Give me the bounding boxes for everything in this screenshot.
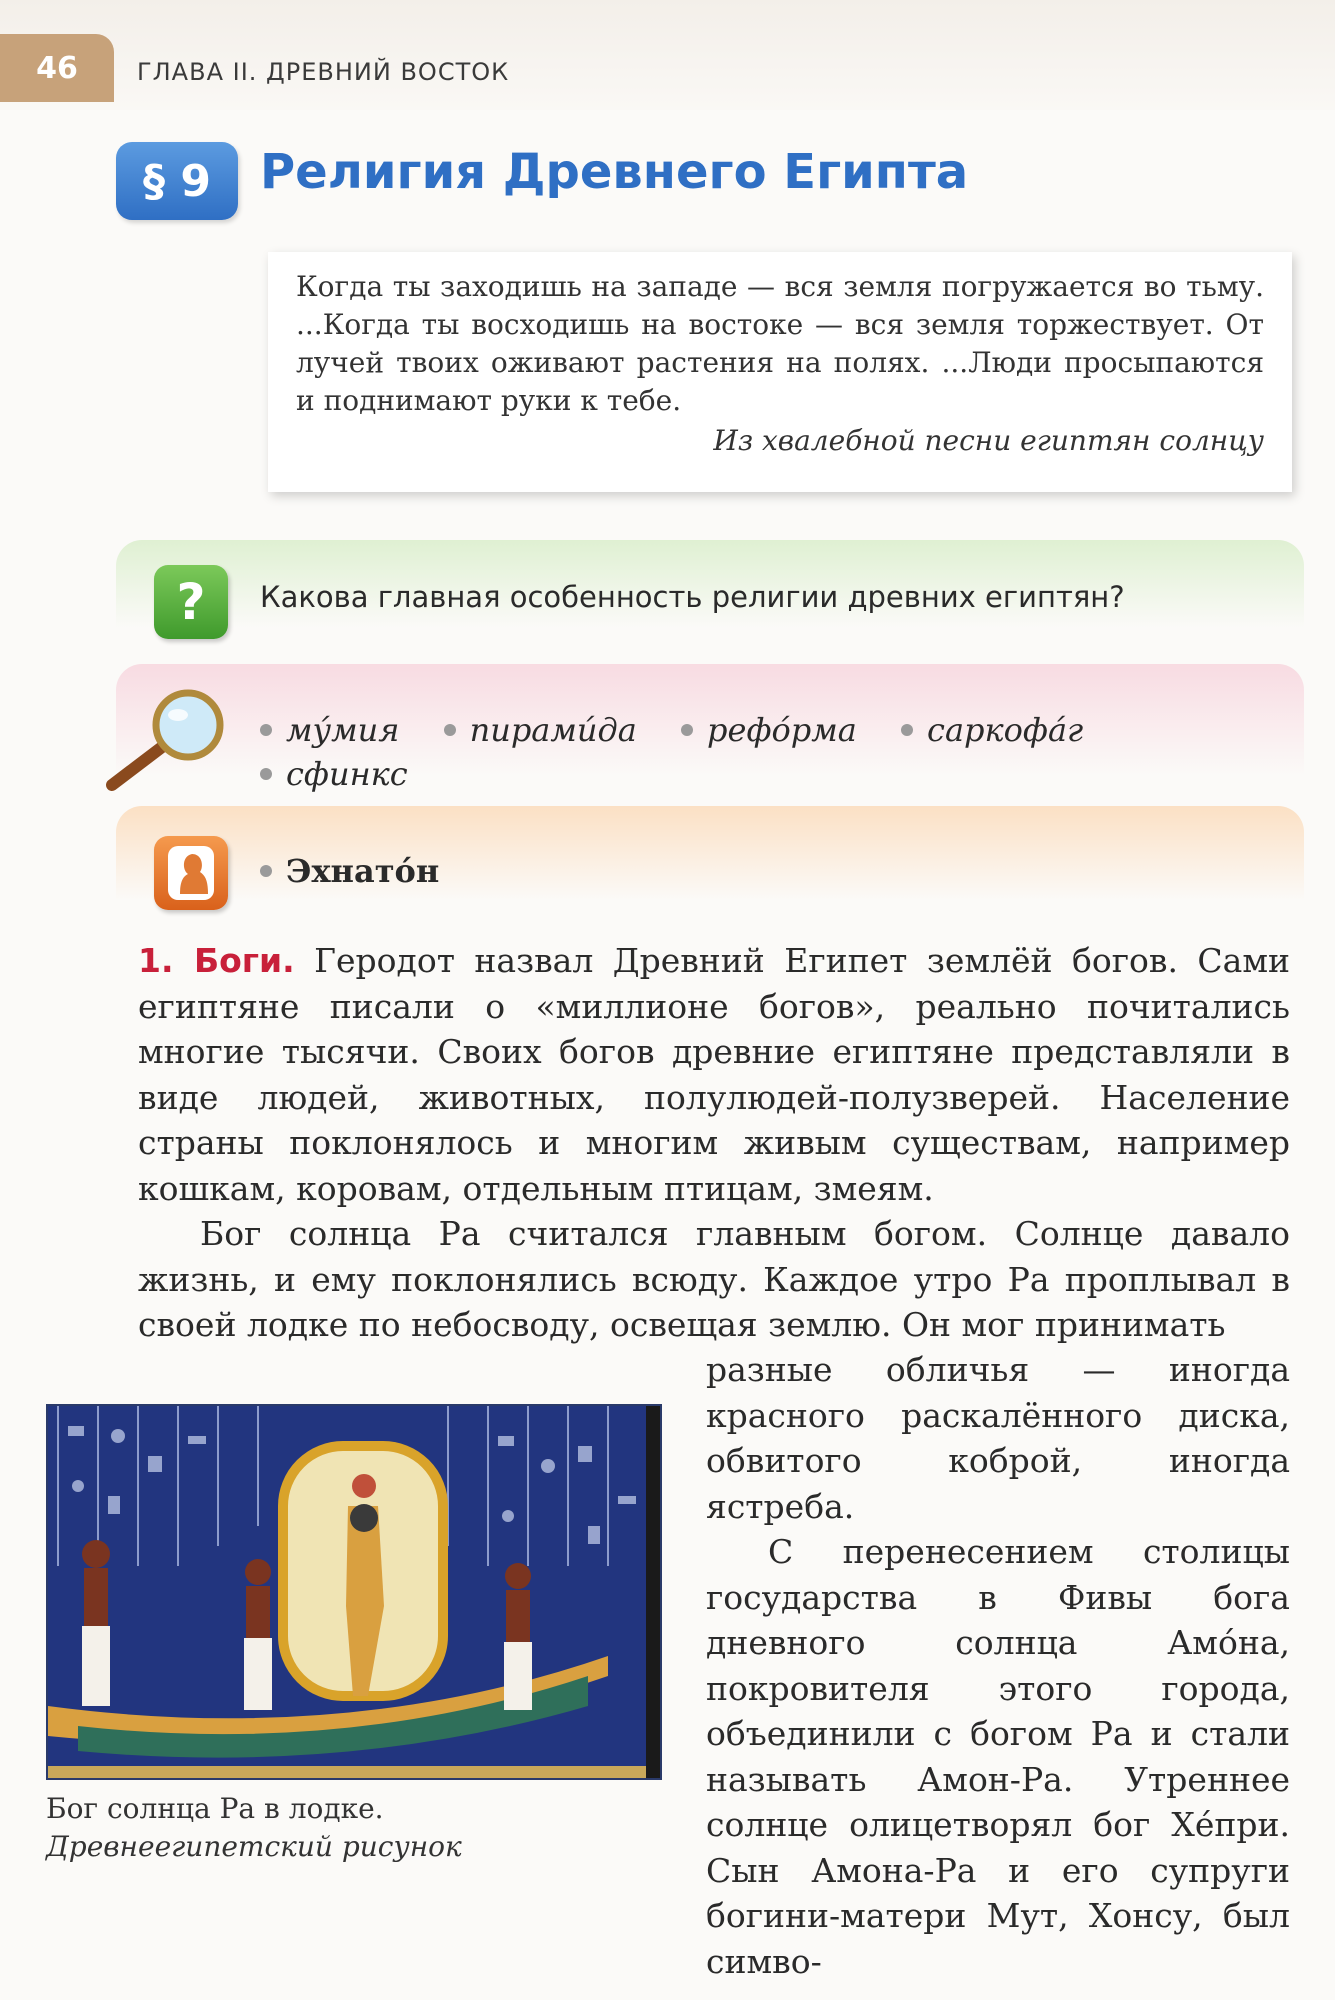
epigraph-box [268, 252, 1292, 492]
person-icon [154, 836, 228, 910]
egyptian-painting [48, 1406, 662, 1780]
section-lead: 1. Боги. [138, 941, 295, 980]
page-number: 46 [0, 34, 114, 102]
figure-caption [46, 1790, 662, 1866]
figure-image [46, 1404, 662, 1780]
paragraph-3: С перенесением столицы государства в Фивы бога дневного солнца Амо́на, покровителя этого города, объединили с богом Ра и стали называть Амон-Ра. Утреннее солнце олицетворял бог Хе́при. Сын Амона-Ра и его супруги богини-матери Мут, Хонсу, был симво- [706, 1532, 1290, 1981]
key-terms-list [260, 708, 1260, 796]
paragraph-1: 1. Боги. Геродот назвал Древний Египет землёй богов. Сами египтяне писали о «миллионе богов», реально почитались многие тысячи. Своих богов древние египтяне представляли в виде людей, животных, полулюдей-полузверей. Население страны поклонялось и многим живым существам, например кошкам, коровам, отдельным птицам, змеям. [138, 941, 1290, 1208]
paragraph-2: Бог солнца Ра считался главным богом. Солнце давало жизнь, и ему поклонялись всюду. Каждое утро Ра проплывал в своей лодке по небосводу, освещая землю. Он мог принимать [138, 1214, 1290, 1344]
key-term: пирами́да [444, 708, 637, 752]
section-badge: § 9 [116, 142, 238, 220]
caption-line-2: Древнеегипетский рисунок [46, 1830, 462, 1863]
key-term: му́мия [260, 708, 399, 752]
key-term: сфинкс [260, 752, 408, 796]
epigraph-text: Когда ты заходишь на западе — вся земля погружается во тьму. ...Когда ты восходишь на востоке — вся земля торжествует. От лучей твоих оживают растения на полях. ...Люди просыпаются и поднимают руки к тебе. [296, 270, 1264, 417]
question-icon: ? [154, 565, 228, 639]
paragraph-2-continued: разные обличья — иногда красного раскалённого диска, обвитого коброй, иногда ястреба. [706, 1350, 1290, 1526]
person-item: Эхнато́н [260, 852, 439, 890]
column-text [706, 1347, 1290, 1984]
chapter-title: ГЛАВА II. ДРЕВНИЙ ВОСТОК [137, 58, 510, 86]
body-text [138, 938, 1290, 1348]
magnifier-icon [104, 685, 234, 795]
key-term: рефо́рма [681, 708, 857, 752]
epigraph-source: Из хвалебной песни египтян солнцу [713, 424, 1264, 457]
question-text: Какова главная особенность религии древних египтян? [260, 580, 1125, 614]
section-title: Религия Древнего Египта [260, 144, 969, 200]
caption-line-1: Бог солнца Ра в лодке. [46, 1792, 384, 1825]
key-term: саркофа́г [901, 708, 1083, 752]
header-band [0, 0, 1335, 110]
